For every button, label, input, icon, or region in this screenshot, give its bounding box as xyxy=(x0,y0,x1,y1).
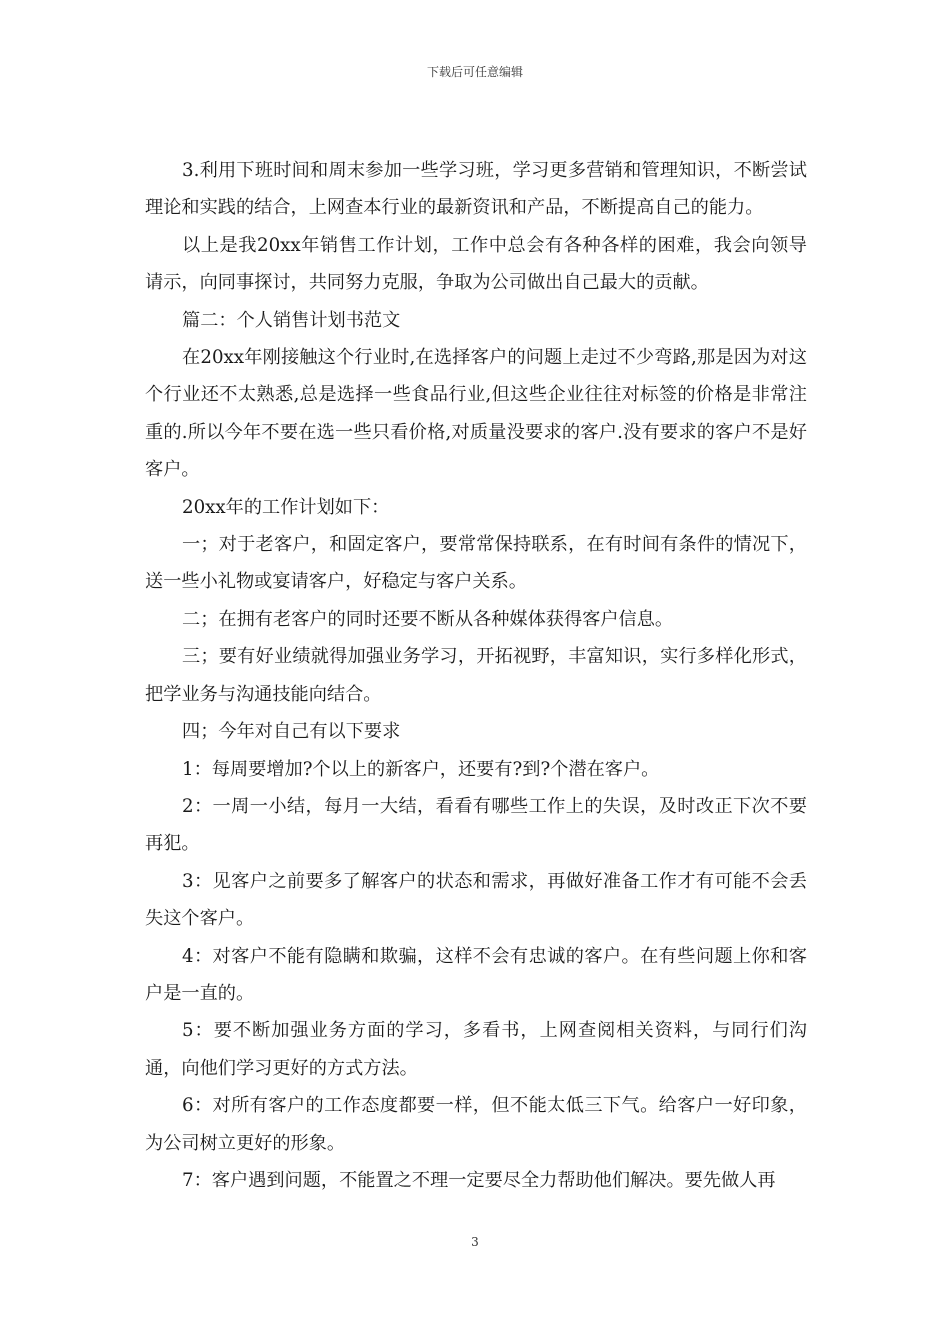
paragraph-requirement-2: 2：一周一小结，每月一大结，看看有哪些工作上的失误，及时改正下次不要再犯。 xyxy=(145,795,807,855)
paragraph-requirement-6: 6：对所有客户的工作态度都要一样，但不能太低三下气。给客户一好印象，为公司树立更好的形象。 xyxy=(145,1095,807,1154)
paragraph-requirement-4: 4：对客户不能有隐瞒和欺骗，这样不会有忠诚的客户。在有些问题上你和客户是一直的。 xyxy=(145,945,807,1004)
section-heading: 篇二：个人销售计划书范文 xyxy=(182,309,401,331)
paragraph-item-1: 一；对于老客户，和固定客户，要常常保持联系，在有时间有条件的情况下，送一些小礼物或宴请客户，好稳定与客户关系。 xyxy=(145,534,807,593)
paragraph-requirement-7: 7：客户遇到问题，不能置之不理一定要尽全力帮助他们解决。要先做人再 xyxy=(182,1169,776,1191)
page-number: 3 xyxy=(471,1235,479,1249)
paragraph-item-4: 四；今年对自己有以下要求 xyxy=(182,721,401,743)
page-header: 下载后可任意编辑 xyxy=(426,65,523,79)
paragraph-requirement-1: 1：每周要增加?个以上的新客户，还要有?到?个潜在客户。 xyxy=(182,758,660,780)
paragraph-item-2: 二；在拥有老客户的同时还要不断从各种媒体获得客户信息。 xyxy=(182,608,674,630)
paragraph-intro: 在20xx年刚接触这个行业时,在选择客户的问题上走过不少弯路,那是因为对这个行业还不太熟悉,总是选择一些食品行业,但这些企业往往对标签的价格是非常注重的.所以今年不要在选一些只看价格,对质量没要求的客户.没有要求的客户不是好客户。 xyxy=(145,347,807,481)
paragraph-summary: 以上是我20xx年销售工作计划，工作中总会有各种各样的困难，我会向领导请示，向同事探讨，共同努力克服，争取为公司做出自己最大的贡献。 xyxy=(145,234,807,294)
paragraph-requirement-3: 3：见客户之前要多了解客户的状态和需求，再做好准备工作才有可能不会丢失这个客户。 xyxy=(145,870,807,930)
paragraph-study-plan: 3.利用下班时间和周末参加一些学习班，学习更多营销和管理知识，不断尝试理论和实践的结合，上网查本行业的最新资讯和产品，不断提高自己的能力。 xyxy=(145,160,807,219)
paragraph-item-3: 三；要有好业绩就得加强业务学习，开拓视野，丰富知识，实行多样化形式，把学业务与沟通技能向结合。 xyxy=(145,646,807,705)
paragraph-requirement-5: 5：要不断加强业务方面的学习，多看书，上网查阅相关资料，与同行们沟通，向他们学习更好的方式方法。 xyxy=(145,1020,807,1079)
document-body xyxy=(145,152,807,1199)
paragraph-plan-title: 20xx年的工作计划如下： xyxy=(182,496,390,518)
